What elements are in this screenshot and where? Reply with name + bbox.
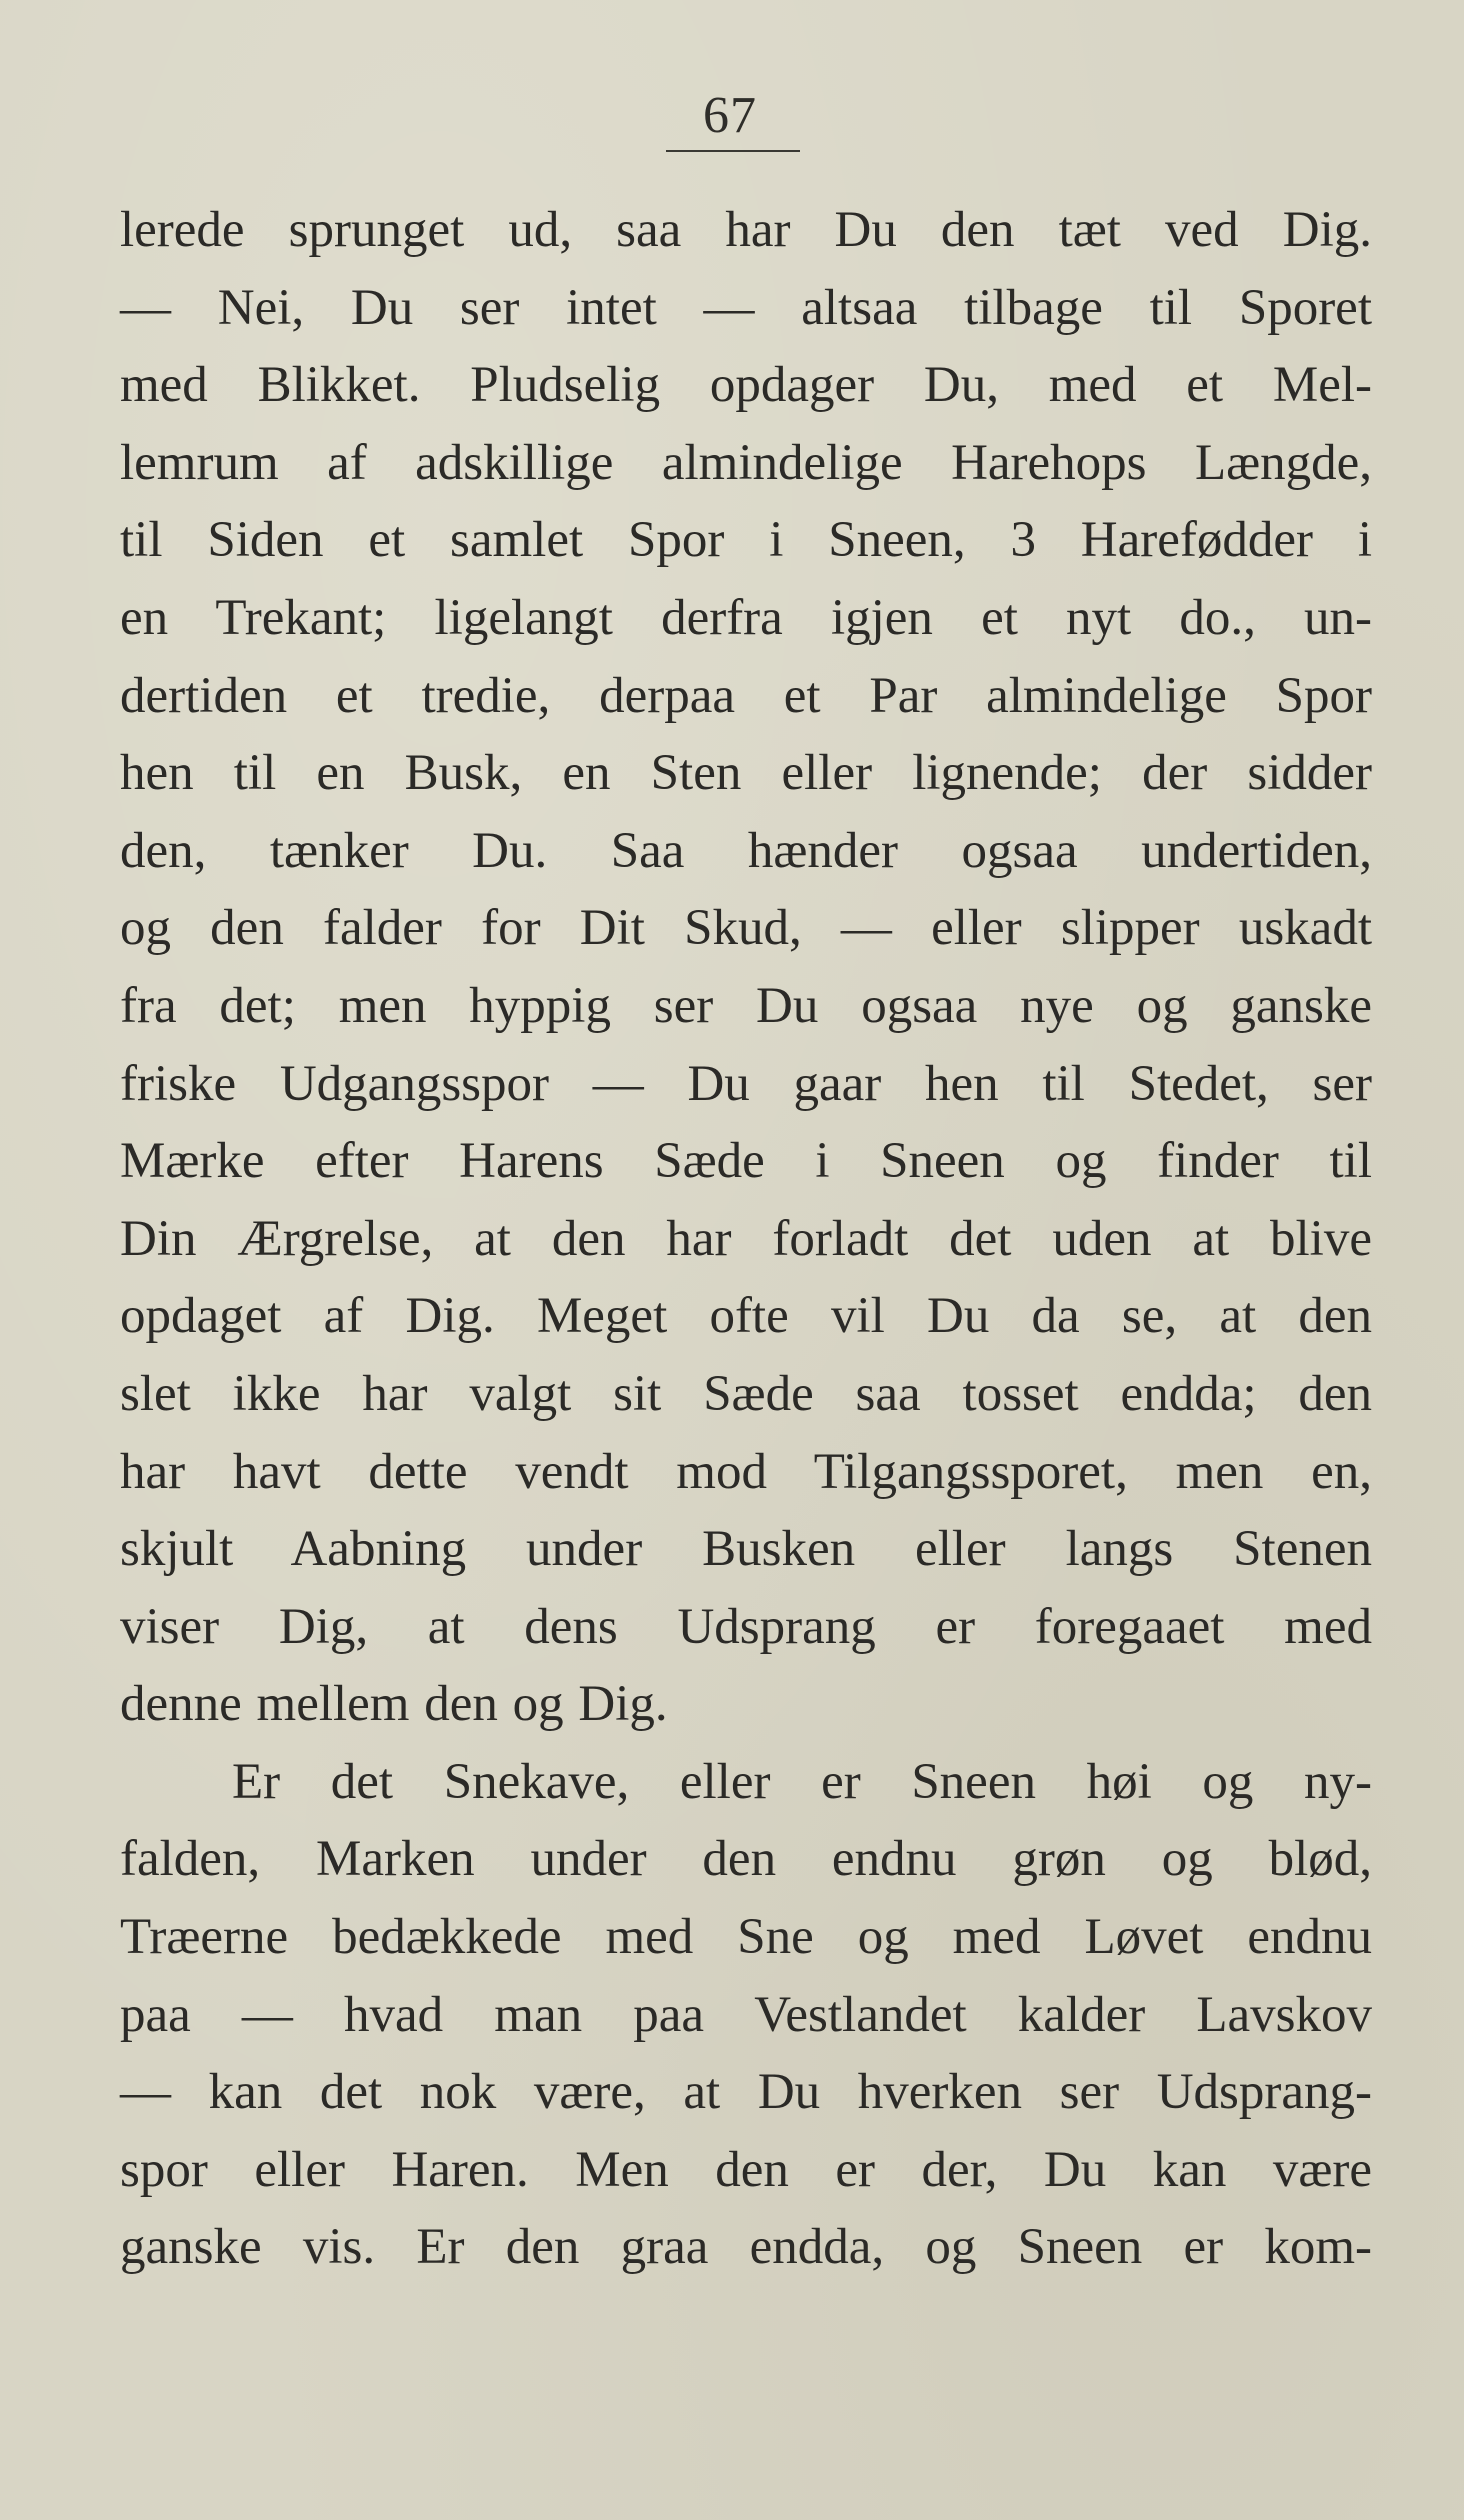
text-line: paa — hvad man paa Vestlandet kalder Lavskov bbox=[120, 1986, 1372, 2043]
text-line: lemrum af adskillige almindelige Harehops Længde, bbox=[120, 434, 1372, 491]
text-line: hen til en Busk, en Sten eller lignende; der sidder bbox=[120, 745, 1372, 802]
text-line: — kan det nok være, at Du hverken ser Udsprang- bbox=[120, 2064, 1372, 2121]
text-line: denne mellem den og Dig. bbox=[120, 1676, 668, 1733]
text-line: — Nei, Du ser intet — altsaa tilbage til Sporet bbox=[120, 279, 1372, 336]
text-line: lerede sprunget ud, saa har Du den tæt ved Dig. bbox=[120, 202, 1372, 258]
text-line: Din Ærgrelse, at den har forladt det uden at blive bbox=[120, 1210, 1372, 1267]
text-line: den, tænker Du. Saa hænder ogsaa undertiden, bbox=[120, 822, 1372, 879]
text-line: Mærke efter Harens Sæde i Sneen og finder til bbox=[120, 1133, 1372, 1190]
paragraph-2 bbox=[120, 1744, 1372, 2287]
text-line: friske Udgangsspor — Du gaar hen til Stedet, ser bbox=[120, 1055, 1372, 1112]
text-line: en Trekant; ligelangt derfra igjen et nyt do., un- bbox=[120, 589, 1372, 646]
text-line: dertiden et tredie, derpaa et Par almindelige Spor bbox=[120, 667, 1372, 724]
text-line: slet ikke har valgt sit Sæde saa tosset endda; den bbox=[120, 1365, 1372, 1422]
text-line: spor eller Haren. Men den er der, Du kan være bbox=[120, 2141, 1372, 2198]
text-line: opdaget af Dig. Meget ofte vil Du da se, at den bbox=[120, 1288, 1372, 1345]
text-line: ganske vis. Er den graa endda, og Sneen er kom- bbox=[120, 2219, 1372, 2276]
text-line: viser Dig, at dens Udsprang er foregaaet med bbox=[120, 1598, 1372, 1655]
text-line: fra det; men hyppig ser Du ogsaa nye og ganske bbox=[120, 977, 1372, 1034]
text-line: skjult Aabning under Busken eller langs Stenen bbox=[120, 1521, 1372, 1578]
paragraph-1 bbox=[120, 192, 1372, 1744]
text-line: med Blikket. Pludselig opdager Du, med et Mel- bbox=[120, 357, 1372, 414]
page-number-rule bbox=[666, 150, 800, 152]
text-line: har havt dette vendt mod Tilgangssporet, men en, bbox=[120, 1443, 1372, 1500]
body-text bbox=[120, 192, 1372, 2287]
text-line: og den falder for Dit Skud, — eller slipper uskadt bbox=[120, 900, 1372, 957]
text-line: Er det Snekave, eller er Sneen høi og ny- bbox=[232, 1753, 1372, 1810]
text-line: falden, Marken under den endnu grøn og blød, bbox=[120, 1831, 1372, 1888]
text-line: Træerne bedækkede med Sne og med Løvet endnu bbox=[120, 1909, 1372, 1966]
text-line: til Siden et samlet Spor i Sneen, 3 Harefødder i bbox=[120, 512, 1372, 569]
page-number: 67 bbox=[703, 87, 757, 144]
